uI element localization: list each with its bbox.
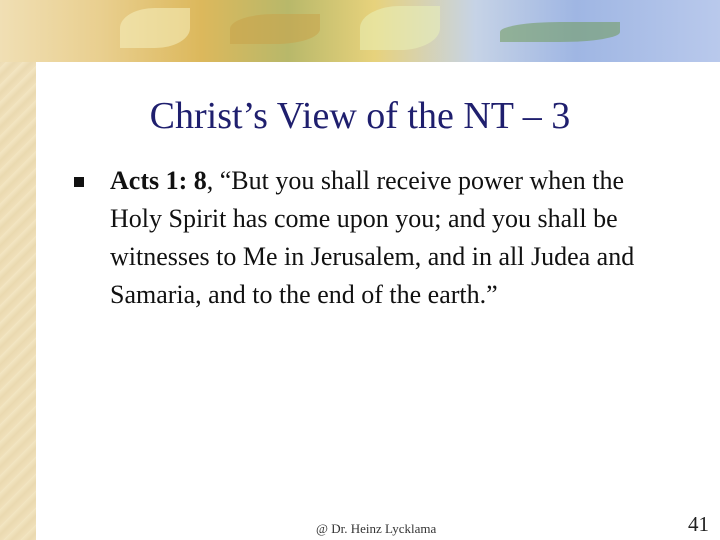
bullet-marker xyxy=(74,177,84,187)
leaf-decoration xyxy=(360,6,440,50)
scripture-reference: Acts 1: 8 xyxy=(110,166,207,195)
scripture-quote: , “But you shall receive power when the Holy Spirit has come upon you; and you shall be witnesses to Me in Jerusalem, and in all Judea and Samaria, and to the end of the earth.” xyxy=(110,166,635,309)
bullet-text xyxy=(110,162,670,314)
leaf-decoration xyxy=(120,8,190,48)
slide-title: Christ’s View of the NT – 3 xyxy=(149,95,571,137)
background-texture xyxy=(0,0,36,540)
page-number: 41 xyxy=(688,512,709,536)
footer-credit: @ Dr. Heinz Lycklama xyxy=(316,521,437,536)
decorative-banner xyxy=(0,0,720,62)
leaf-decoration xyxy=(500,22,620,42)
leaf-decoration xyxy=(230,14,320,44)
